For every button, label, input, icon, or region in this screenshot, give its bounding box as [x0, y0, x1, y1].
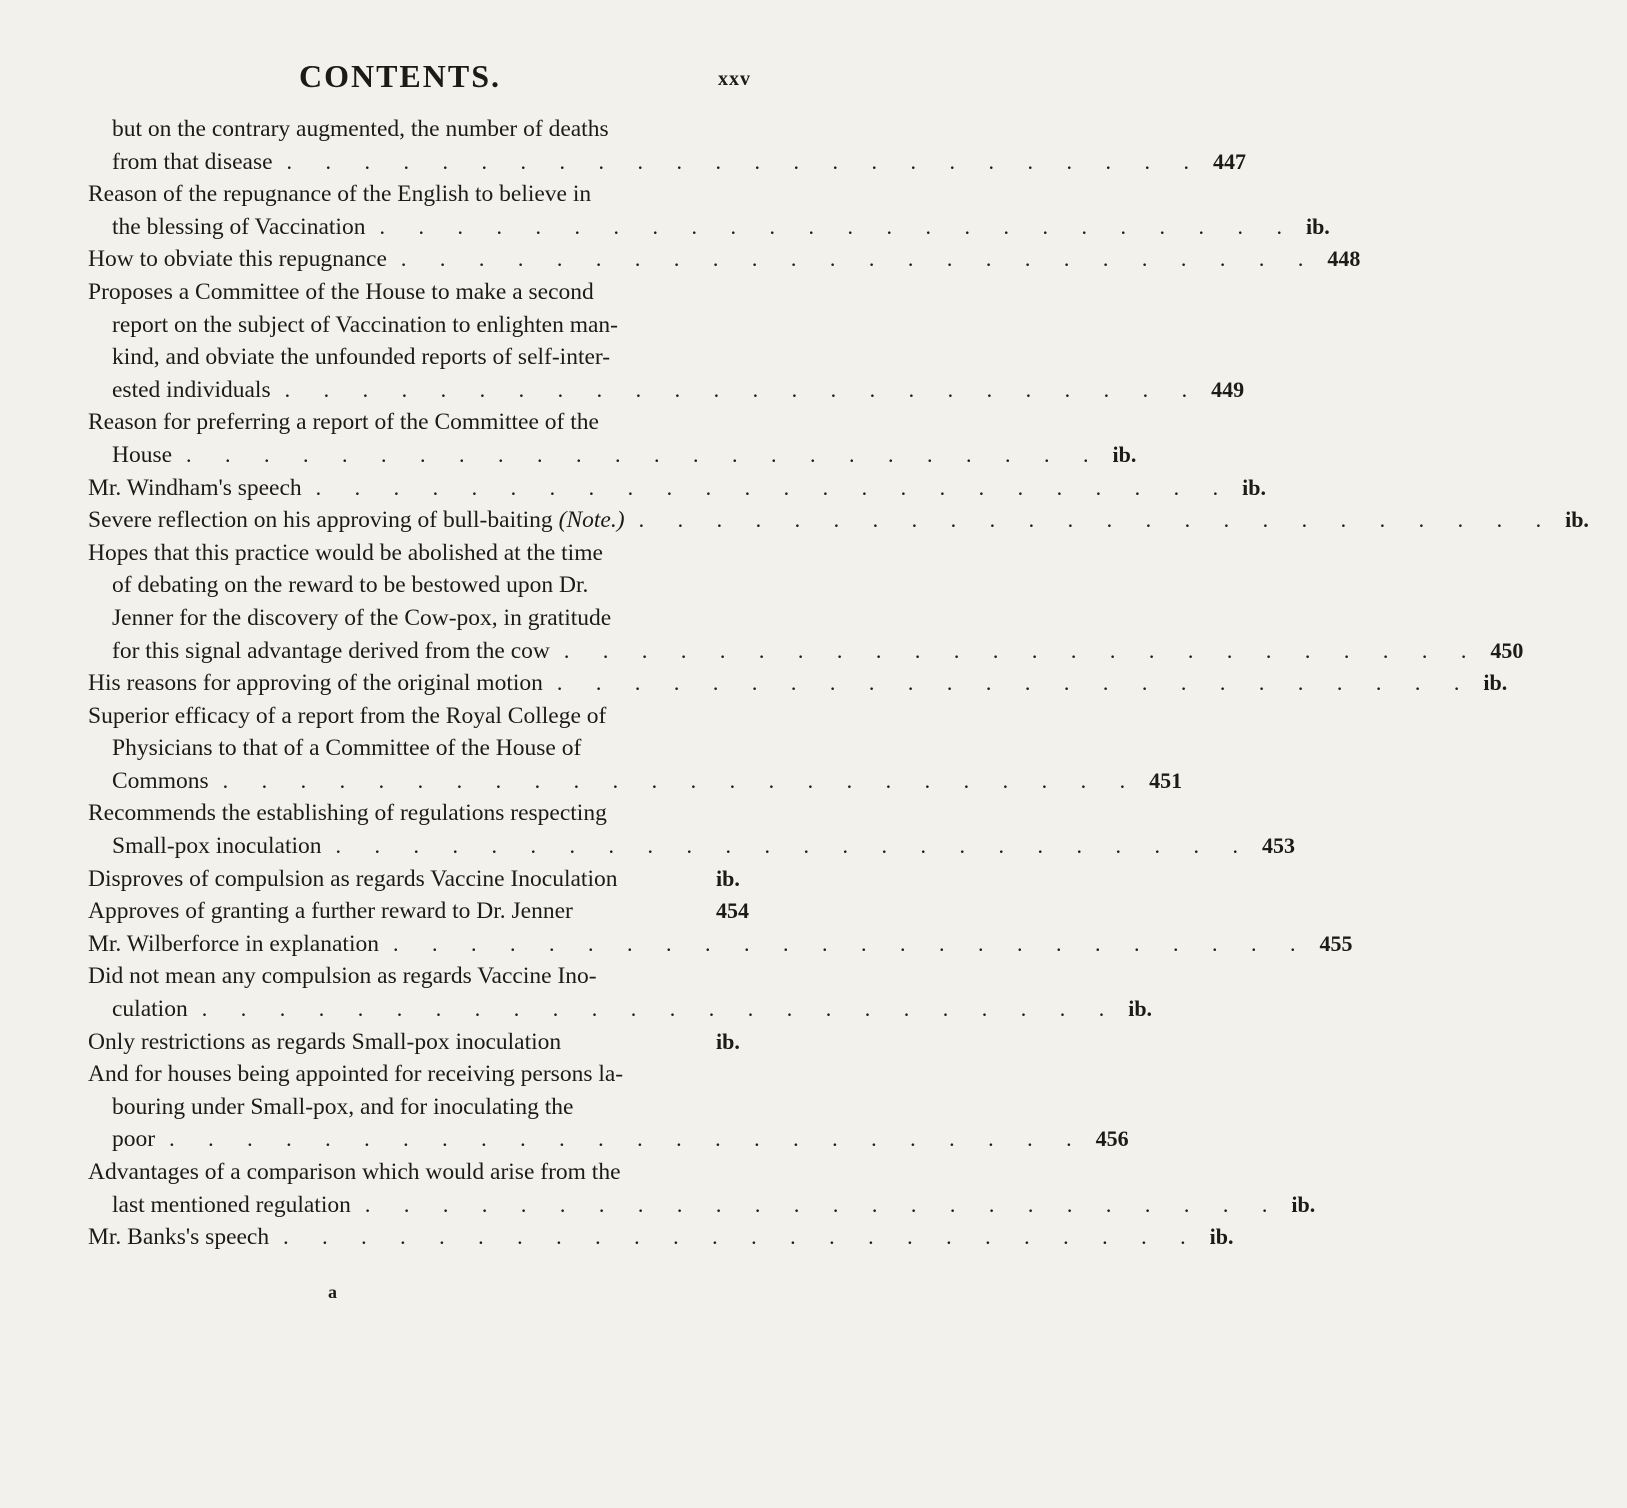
entry-text: Physicians to that of a Committee of the House of: [112, 735, 582, 762]
entry-page-number: ib.: [1242, 474, 1267, 500]
entry-text: And for houses being appointed for receiving persons la-: [88, 1061, 624, 1088]
contents-entry: [88, 1156, 1316, 1221]
entry-text: House: [112, 441, 173, 468]
entry-line: [88, 1026, 778, 1059]
contents-entry: [88, 1221, 1234, 1254]
entry-text: Mr. Banks's speech: [88, 1224, 270, 1251]
entry-line: [88, 211, 1330, 244]
entry-line: [88, 1091, 778, 1124]
entry-line: [88, 602, 778, 635]
contents-list: [88, 113, 1589, 1254]
contents-entry: [88, 863, 778, 896]
entry-text: the blessing of Vaccination: [112, 213, 366, 240]
entry-text: Advantages of a comparison which would arise from the: [88, 1159, 621, 1185]
contents-entry: [88, 1058, 1129, 1156]
entry-text: Severe reflection on his approving of bull-baiting: [88, 507, 553, 534]
entry-text: Approves of granting a further reward to Dr. Jenner: [88, 898, 573, 925]
entry-text: Commons: [112, 767, 209, 794]
entry-line: [88, 863, 778, 896]
contents-entry: [88, 406, 1137, 471]
entry-text: poor: [112, 1126, 156, 1153]
entry-line: [88, 765, 1183, 798]
page-number: xxv: [718, 68, 751, 90]
entry-page-number: ib.: [1305, 213, 1330, 239]
entry-line: [88, 830, 1296, 863]
entry-line: [88, 276, 778, 309]
contents-entry: [88, 895, 778, 928]
entry-note: (Note.): [558, 507, 625, 534]
entry-text: Superior efficacy of a report from the Royal College of: [88, 702, 607, 729]
leader-dots: . . . . . . . . . . . . . . . . . . . . . . . .: [284, 376, 1202, 402]
entry-line: [88, 472, 1267, 505]
signature-mark: a: [328, 1282, 337, 1302]
entry-text: Disproves of compulsion as regards Vaccine Inoculation: [88, 865, 618, 892]
entry-text: bouring under Small-pox, and for inoculating the: [112, 1093, 574, 1120]
contents-entry: [88, 472, 1267, 505]
entry-text: culation: [112, 996, 188, 1023]
entry-line: [88, 993, 1153, 1026]
entry-line: [88, 374, 1245, 407]
page-title: CONTENTS.: [298, 58, 502, 94]
entry-page-number: ib.: [716, 865, 740, 891]
entry-line: [88, 1156, 778, 1189]
entry-line: [88, 960, 778, 993]
contents-entry: [88, 243, 1361, 276]
leader-dots: . . . . . . . . . . . . . . . . . . . . . . . .: [201, 996, 1119, 1022]
entry-line: [88, 928, 1353, 961]
entry-line: [88, 178, 778, 211]
contents-entry: [88, 797, 1296, 862]
entry-text: Recommends the establishing of regulations respecting: [88, 800, 607, 827]
entry-text: for this signal advantage derived from the cow: [112, 637, 550, 664]
entry-line: [88, 309, 778, 342]
entry-page-number: 450: [1490, 637, 1524, 663]
leader-dots: . . . . . . . . . . . . . . . . . . . . . . . .: [283, 1224, 1200, 1250]
entry-text: How to obviate this repugnance: [88, 246, 387, 273]
contents-entry: [88, 700, 1183, 798]
entry-text: Small-pox inoculation: [112, 833, 322, 860]
entry-text: report on the subject of Vaccination to enlighten man-: [112, 311, 618, 338]
entry-line: [88, 439, 1137, 472]
entry-line: [88, 667, 1508, 700]
leader-dots: . . . . . . . . . . . . . . . . . . . . . . . .: [169, 1126, 1086, 1152]
entry-text: Reason for preferring a report of the Committee of the: [88, 409, 599, 436]
contents-entry: [88, 667, 1508, 700]
entry-text: Only restrictions as regards Small-pox inoculation: [88, 1028, 562, 1055]
leader-dots: . . . . . . . . . . . . . . . . . . . . . . . .: [392, 930, 1310, 956]
contents-entry: [88, 504, 1589, 537]
contents-entry: [88, 960, 1153, 1025]
contents-entry: [88, 537, 1524, 667]
entry-page-number: 448: [1327, 246, 1361, 272]
entry-line: [88, 700, 778, 733]
leader-dots: . . . . . . . . . . . . . . . . . . . . . . . .: [400, 246, 1318, 272]
entry-text: His reasons for approving of the original motion: [88, 670, 543, 697]
entry-page-number: 449: [1211, 376, 1245, 402]
leader-dots: . . . . . . . . . . . . . . . . . . . . . . . .: [186, 441, 1103, 467]
leader-dots: . . . . . . . . . . . . . . . . . . . . . . . .: [638, 507, 1556, 533]
entry-line: [88, 341, 778, 374]
entry-text: kind, and obviate the unfounded reports of self-inter-: [112, 344, 611, 371]
entry-page-number: ib.: [1565, 507, 1589, 533]
contents-entry: [88, 928, 1353, 961]
entry-line: [88, 635, 1524, 668]
entry-line: [88, 895, 778, 928]
entry-text: Mr. Windham's speech: [88, 474, 302, 501]
entry-page-number: ib.: [1483, 670, 1508, 696]
leader-dots: . . . . . . . . . . . . . . . . . . . . . . . .: [222, 767, 1140, 793]
entry-text: Jenner for the discovery of the Cow-pox, in gratitude: [112, 604, 612, 631]
entry-page-number: 447: [1213, 148, 1247, 174]
entry-line: [88, 1058, 778, 1091]
entry-line: [88, 504, 1589, 537]
entry-page-number: ib.: [1112, 441, 1137, 467]
entry-line: [88, 569, 778, 602]
entry-text: from that disease: [112, 148, 273, 175]
entry-line: [88, 113, 778, 146]
entry-page-number: ib.: [1128, 996, 1153, 1022]
entry-page-number: 455: [1319, 930, 1353, 956]
entry-text: Did not mean any compulsion as regards Vaccine Ino-: [88, 963, 597, 990]
entry-page-number: ib.: [1291, 1191, 1316, 1217]
entry-text: Reason of the repugnance of the English to believe in: [88, 181, 592, 208]
entry-line: [88, 1123, 1129, 1156]
leader-dots: . . . . . . . . . . . . . . . . . . . . . . . .: [379, 213, 1296, 239]
leader-dots: . . . . . . . . . . . . . . . . . . . . . . . .: [364, 1191, 1282, 1217]
leader-dots: . . . . . . . . . . . . . . . . . . . . . . . .: [335, 833, 1253, 859]
leader-dots: . . . . . . . . . . . . . . . . . . . . . . . .: [563, 637, 1481, 663]
entry-line: [88, 537, 778, 570]
entry-line: [88, 1189, 1316, 1222]
entry-page-number: 456: [1095, 1126, 1129, 1152]
entry-line: [88, 797, 778, 830]
contents-entry: [88, 178, 1330, 243]
leader-dots: . . . . . . . . . . . . . . . . . . . . . . . .: [556, 670, 1474, 696]
entry-text: of debating on the reward to be bestowed upon Dr.: [112, 572, 589, 599]
entry-text: Mr. Wilberforce in explanation: [88, 930, 379, 957]
entry-page-number: 453: [1262, 833, 1296, 859]
entry-line: [88, 732, 778, 765]
entry-text: last mentioned regulation: [112, 1191, 351, 1218]
contents-entry: [88, 1026, 778, 1059]
entry-line: [88, 146, 1247, 179]
entry-page-number: 454: [716, 898, 749, 924]
entry-page-number: 451: [1149, 767, 1183, 793]
contents-entry: [88, 113, 1247, 178]
entry-text: Proposes a Committee of the House to make a second: [88, 278, 594, 305]
leader-dots: . . . . . . . . . . . . . . . . . . . . . . . .: [286, 148, 1204, 174]
leader-dots: . . . . . . . . . . . . . . . . . . . . . . . .: [315, 474, 1233, 500]
entry-line: [88, 406, 778, 439]
entry-page-number: ib.: [1209, 1224, 1234, 1250]
entry-page-number: ib.: [716, 1028, 740, 1054]
entry-text: ested individuals: [112, 376, 271, 403]
entry-line: [88, 243, 1361, 276]
entry-line: [88, 1221, 1234, 1254]
entry-text: but on the contrary augmented, the number of deaths: [112, 116, 609, 142]
contents-entry: [88, 276, 1245, 406]
entry-text: Hopes that this practice would be abolished at the time: [88, 539, 603, 566]
